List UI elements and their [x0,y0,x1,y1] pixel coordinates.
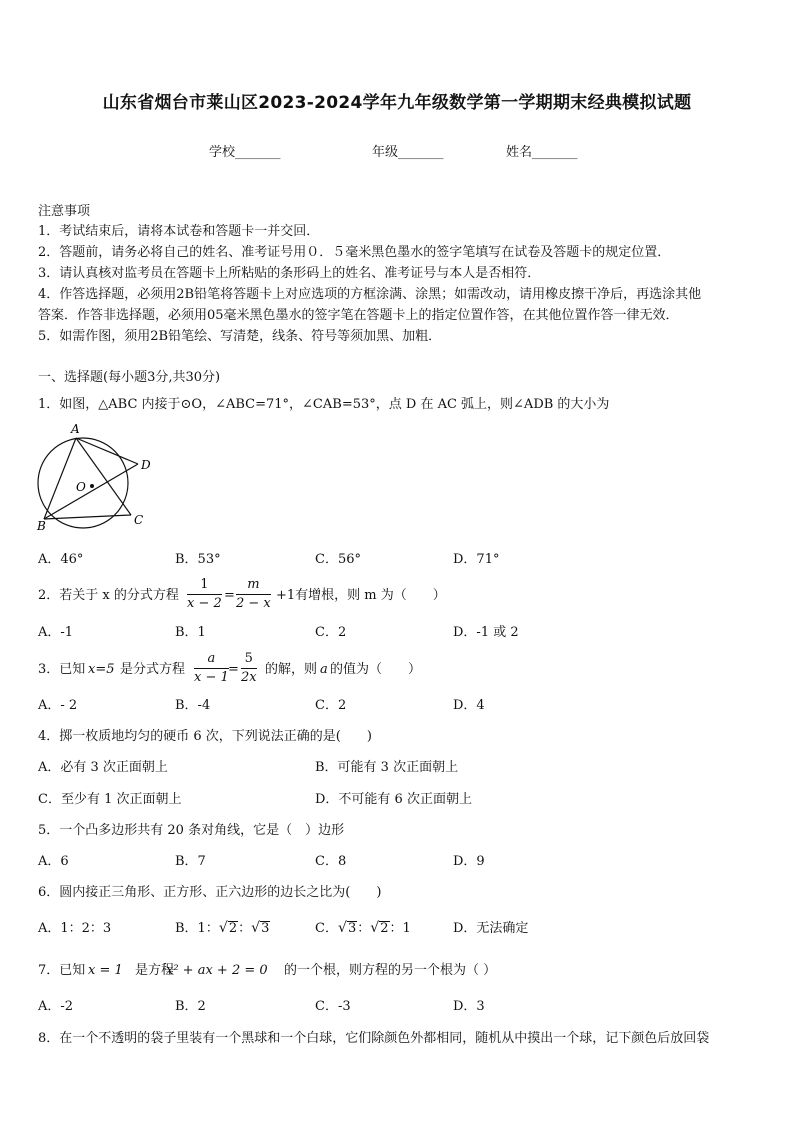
q3-mid: 是分式方程 [120,662,186,677]
label-d: D [141,458,151,472]
q2-f2-numerator: m [236,577,271,595]
q2-option-d: D．-1 或 2 [453,625,519,640]
q6-option-c [315,920,411,938]
section-heading: 一、选择题(每小题3分,共30分) [38,370,221,385]
q3-equals: = [228,662,239,677]
label-c: C [134,513,144,527]
q3-variable: a [320,662,328,677]
q7-prefix: 7．已知 [38,963,86,978]
name-field: 姓名_______ [506,145,578,160]
q3-suffix-2: 的值为（ ） [330,662,422,677]
label-b: B [37,519,46,533]
q3-f2-denominator: 2x [241,670,257,685]
q5-option-b: B．7 [175,854,206,869]
q3-option-b: B．-4 [175,698,211,713]
segment-bd [44,464,138,519]
q6-b-prefix: B．1： [175,921,219,936]
q5-option-d: D．9 [453,854,485,869]
school-field: 学校_______ [209,145,281,160]
q6-c-prefix: C． [315,921,338,936]
q4-option-d: D．不可能有 6 次正面朝上 [315,792,472,807]
radicand: 2 [380,921,389,936]
question-5: 5．一个凸多边形共有 20 条对角线，它是（ ）边形 [38,823,345,838]
q1-option-b: B．53° [175,552,221,567]
q3-option-c: C．2 [315,698,347,713]
q3-suffix: 的解，则 [265,662,318,677]
grade-field: 年级_______ [372,145,444,160]
notice-item: 2．答题前，请务必将自己的姓名、准考证号用０．５毫米黑色墨水的签字笔填写在试卷及答题卡的规定位置． [38,245,671,260]
q2-f1-denominator: x − 2 [187,596,222,611]
notice-heading: 注意事项 [38,204,91,219]
q2-option-c: C．2 [315,625,347,640]
q3-prefix: 3．已知 [38,662,86,677]
q6-option-d: D．无法确定 [453,921,529,936]
circle-figure [30,418,160,538]
q3-f1-denominator: x − 1 [194,670,229,685]
q2-f2-denominator: 2 − x [236,596,271,611]
q7-mid: 是方程 [135,963,175,978]
sqrt-3: √ 3 [251,920,270,936]
label-o: O [76,480,86,494]
q1-option-d: D．71° [453,552,500,567]
q3-option-d: D．4 [453,698,485,713]
q6-option-a: A．1：2：3 [38,921,112,936]
notice-item: 5．如需作图，须用2B铅笔绘、写清楚，线条、符号等须加黑、加粗． [38,329,442,344]
sqrt-2: √ 2 [218,920,238,936]
label-a: A [71,422,80,436]
q4-option-c: C．至少有 1 次正面朝上 [38,792,182,807]
radicand: 2 [228,921,238,936]
q4-option-b: B．可能有 3 次正面朝上 [315,760,459,775]
q2-suffix: +1有增根，则 m 为（ ） [276,588,446,603]
q7-option-d: D．3 [453,999,485,1014]
q3-fraction-2 [241,651,257,686]
q5-option-a: A．6 [38,854,69,869]
sqrt-2: √ 2 [370,920,389,936]
question-1: 1．如图，△ABC 内接于⊙O，∠ABC=71°，∠CAB=53°，点 D 在 AC 弧上，则∠ADB 的大小为 [38,397,610,412]
q7-equation: x² + ax + 2 = 0 [166,963,268,978]
notice-item: 1．考试结束后，请将本试卷和答题卡一并交回． [38,224,320,239]
sqrt-3: √ 3 [337,920,357,936]
q4-option-a: A．必有 3 次正面朝上 [38,760,168,775]
notice-item: 答案．作答非选择题，必须用05毫米黑色墨水的签字笔在答题卡上的指定位置作答，在其他位置作答一律无效． [38,308,679,323]
q7-option-b: B．2 [175,999,206,1014]
exam-title: 山东省烟台市莱山区2023-2024学年九年级数学第一学期期末经典模拟试题 [102,93,692,113]
q3-f2-numerator: 5 [241,651,257,669]
center-point-o [90,484,94,488]
q6-c-post: ：1 [389,921,411,936]
q6-option-b [175,920,270,938]
q2-fraction-2 [236,577,271,612]
segment-bc [44,515,131,519]
question-6: 6．圆内接正三角形、正方形、正六边形的边长之比为( ) [38,885,382,900]
q6-b-sep: ： [238,921,252,936]
q5-option-c: C．8 [315,854,347,869]
notice-item: 3．请认真核对监考员在答题卡上所粘贴的条形码上的姓名、准考证号与本人是否相符． [38,266,541,281]
q3-f1-numerator: a [194,651,229,669]
q2-option-a: A．-1 [38,625,74,640]
question-4: 4．掷一枚质地均匀的硬币 6 次，下列说法正确的是( ) [38,729,372,744]
q2-equals: = [224,588,235,603]
q1-option-c: C．56° [315,552,361,567]
q3-condition: x=5 [88,662,115,677]
q7-option-c: C．-3 [315,999,351,1014]
q2-prefix: 2．若关于 x 的分式方程 [38,588,179,603]
q1-option-a: A．46° [38,552,84,567]
q7-condition: x = 1 [88,963,123,978]
q3-option-a: A．- 2 [38,698,78,713]
segment-ab [44,438,76,519]
q7-option-a: A．-2 [38,999,74,1014]
radicand: 3 [261,921,270,936]
q2-fraction-1 [187,577,222,612]
notice-item: 4．作答选择题，必须用2B铅笔将答题卡上对应选项的方框涂满、涂黑；如需改动，请用橡皮擦干净后，再选涂其他 [38,287,702,302]
q2-f1-numerator: 1 [187,577,222,595]
q6-c-sep: ： [357,921,371,936]
q7-suffix: 的一个根，则方程的另一个根为（ ） [284,963,497,978]
radicand: 3 [347,921,357,936]
q2-option-b: B．1 [175,625,206,640]
q3-fraction-1 [194,651,229,686]
question-8: 8．在一个不透明的袋子里装有一个黑球和一个白球，它们除颜色外都相同，随机从中摸出一个球，记下颜色后放回袋 [38,1031,710,1046]
